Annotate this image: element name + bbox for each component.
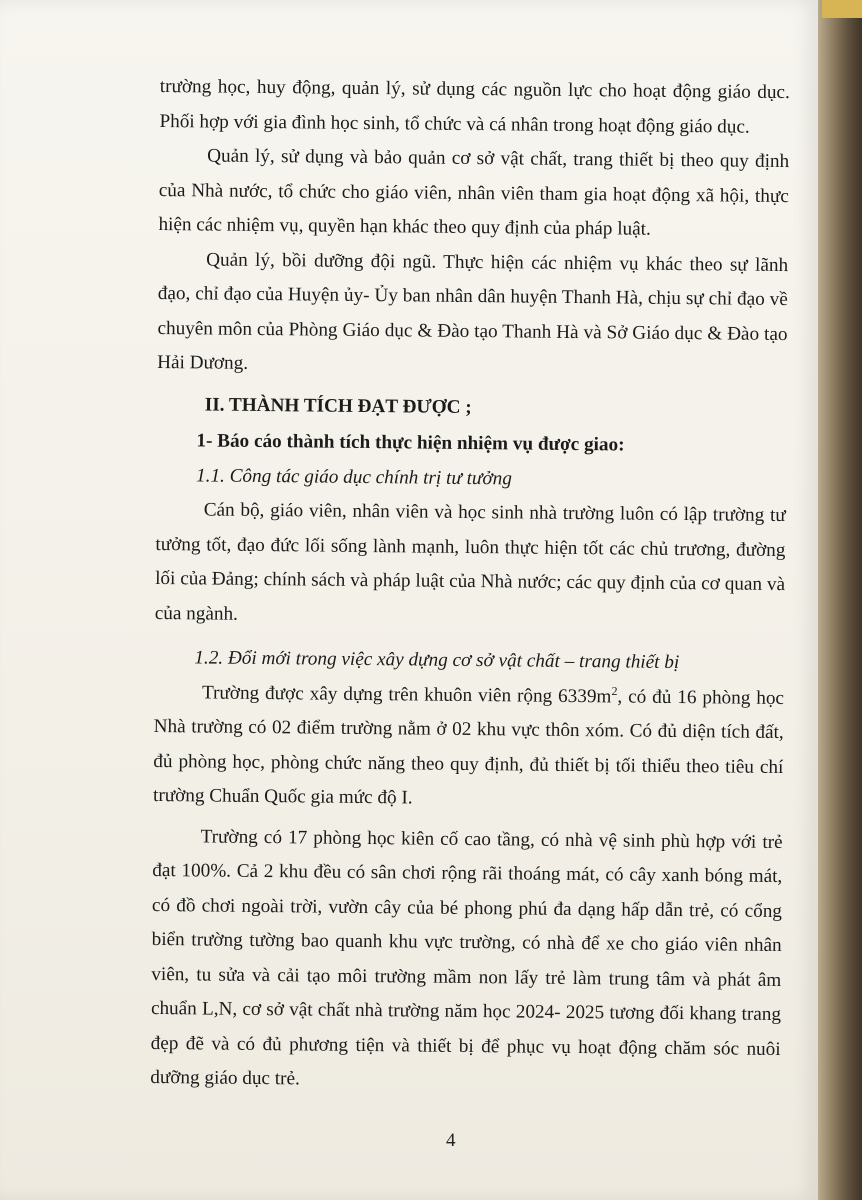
paragraph-school-resources: trường học, huy động, quản lý, sử dụng các nguồn lực cho hoạt động giáo dục. Phối hợp với gia đình học sinh, tổ chức và cá nhân trong hoạt động giáo dục. [159, 75, 790, 138]
book-spine-shadow [818, 0, 862, 1200]
paragraph-staff-management: Quản lý, bồi dưỡng đội ngũ. Thực hiện các nhiệm vụ khác theo sự lãnh đạo, chỉ đạo của Huyện ủy- Ủy ban nhân dân huyện Thanh Hà, chịu sự chỉ đạo về chuyên môn của Phòng Giáo dục & Đào tạo Thanh Hà và Sở Giáo dục & Đào tạo Hải Dương. [157, 248, 789, 374]
subheading-task-report: 1- Báo cáo thành tích thực hiện nhiệm vụ được giao: [196, 429, 625, 455]
page-number: 4 [446, 1130, 456, 1151]
subheading-political-education: 1.1. Công tác giáo dục chính trị tư tưởng [196, 464, 512, 489]
paragraph-political-education: Cán bộ, giáo viên, nhân viên và học sinh nhà trường luôn có lập trường tư tưởng tốt, đạo đức lối sống lành mạnh, luôn thực hiện tốt các chủ trương, đường lối của Đảng; chính sách và pháp luật của Nhà nước; các quy định của cơ quan và của ngành. [154, 499, 786, 625]
document-body [150, 70, 790, 1102]
subheading-facilities: 1.2. Đổi mới trong việc xây dựng cơ sở vật chất – trang thiết bị [194, 647, 680, 674]
paragraph-classrooms: Trường có 17 phòng học kiên cố cao tầng, có nhà vệ sinh phù hợp với trẻ đạt 100%. Cả 2 khu đều có sân chơi rộng rãi thoáng mát, có cây xanh bóng mát, có đồ chơi ngoài trời, vườn cây của bé phong phú đa dạng hấp dẫn trẻ, có cổng biển trường tường bao quanh khu vực trường, có nhà để xe cho giáo viên nhân viên, tu sửa và cải tạo môi trường mầm non lấy trẻ làm trung tâm và phát âm chuẩn L,N, cơ sở vật chất nhà trường năm học 2024- 2025 tương đối khang trang đẹp đẽ và có đủ phương tiện và thiết bị để phục vụ hoạt động chăm sóc nuôi dưỡng giáo dục trẻ. [150, 825, 783, 1090]
campus-text-start: Trường được xây dựng trên khuôn viên rộng 6339m [201, 681, 612, 707]
square-meter-superscript: 2 [611, 683, 618, 698]
campus-text-end: , có đủ 16 phòng học Nhà trường có 02 điểm trường nằm ở 02 khu vực thôn xóm. Có đủ diện tích đất, đủ phòng học, phòng chức năng theo quy định, đủ thiết bị tối thiểu theo tiêu chí trường Chuẩn Quốc gia mức độ I. [152, 685, 785, 809]
paragraph-campus [153, 675, 784, 819]
paragraph-facility-management: Quản lý, sử dụng và bảo quản cơ sở vật chất, trang thiết bị theo quy định của Nhà nước, tổ chức cho giáo viên, nhân viên tham gia hoạt động xã hội, thực hiện các nhiệm vụ, quyền hạn khác theo quy định của pháp luật. [158, 145, 790, 240]
book-edge-highlight [822, 0, 862, 18]
section-heading-achievements: II. THÀNH TÍCH ĐẠT ĐƯỢC ; [204, 393, 472, 418]
